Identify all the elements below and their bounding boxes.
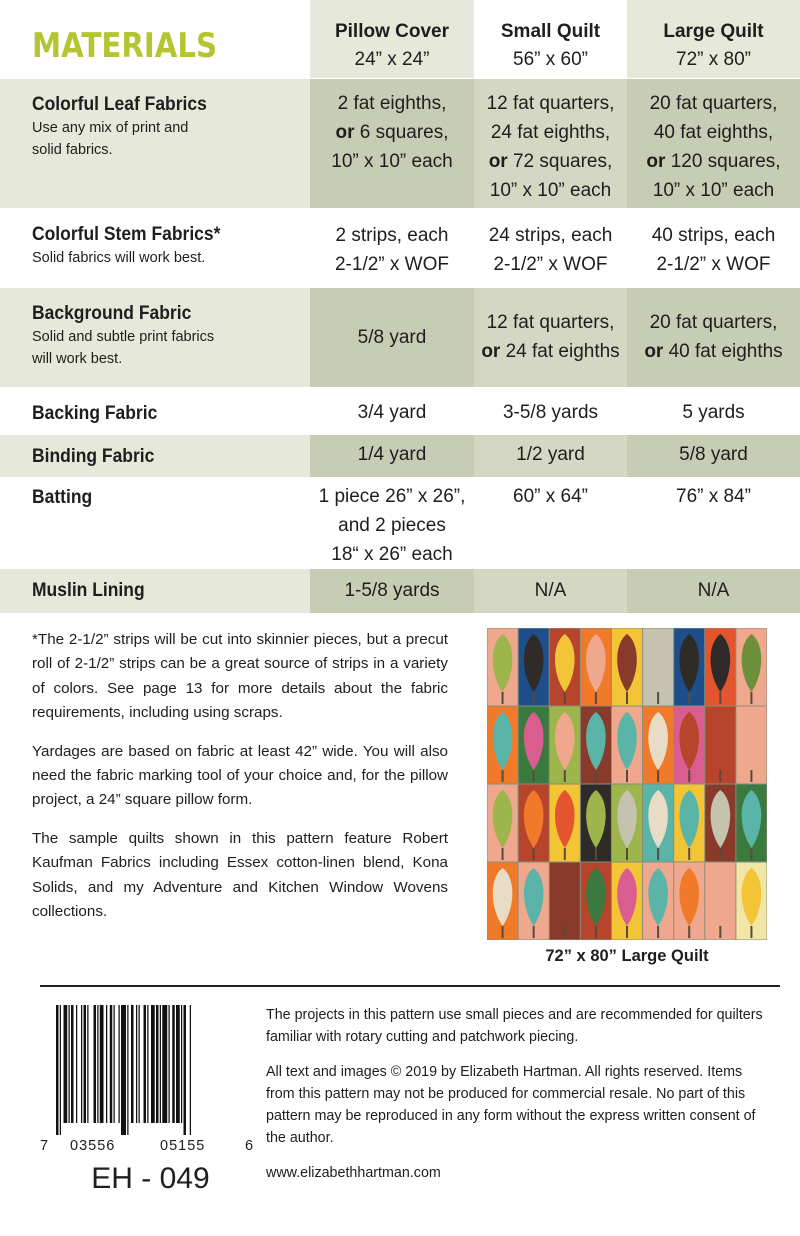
row-value: N/A xyxy=(697,580,730,601)
row-value-cell xyxy=(627,388,800,434)
row-value: 3/4 yard xyxy=(357,402,427,423)
barcode-bar xyxy=(56,1005,59,1135)
row-value: 20 fat quarters, or 40 fat eighths xyxy=(644,312,783,362)
quilt-stem xyxy=(595,926,597,938)
row-value: 5 yards xyxy=(682,402,745,423)
row-value: 60” x 64” xyxy=(513,486,588,507)
quilt-caption: 72” x 80” Large Quilt xyxy=(545,947,709,965)
barcode-bar xyxy=(181,1005,182,1123)
row-value-cell xyxy=(627,435,800,477)
row-value: 3-5/8 yards xyxy=(502,402,599,423)
quilt-stem xyxy=(502,926,504,938)
barcode-bar xyxy=(151,1005,155,1123)
barcode-bar xyxy=(121,1005,126,1135)
legal-paragraph: The projects in this pattern use small pieces and are recommended for quilters familiar with rotary cutting and patchwork piecing. xyxy=(266,1007,763,1046)
row-value: 2 strips, each 2-1/2” x WOF xyxy=(334,225,449,275)
row-value-cell xyxy=(474,79,627,208)
quilt-stem xyxy=(719,692,721,704)
barcode-bar xyxy=(184,1005,187,1135)
row-label xyxy=(32,402,307,426)
barcode-bar xyxy=(160,1005,161,1123)
barcode-bar xyxy=(136,1005,137,1123)
row-value: N/A xyxy=(534,580,567,601)
row-label xyxy=(32,223,307,269)
divider-line xyxy=(40,985,780,987)
quilt-stem xyxy=(750,692,752,704)
quilt-stem xyxy=(502,848,504,860)
note-paragraph: Yardages are based on fabric at least 42” wide. You will also need the fabric marking tool of your choice and, for the pillow project, a 24” square pillow form. xyxy=(32,742,448,809)
row-value-cell xyxy=(310,569,474,613)
row-label-name: Backing Fabric xyxy=(32,403,158,424)
quilt-stem xyxy=(626,926,628,938)
row-label-note: will work best. xyxy=(32,351,123,367)
quilt-stem xyxy=(688,926,690,938)
row-value: 12 fat quarters, or 24 fat eighths xyxy=(481,312,620,362)
pattern-code: EH - 049 xyxy=(91,1162,210,1195)
row-value: 2 fat eighths, or 6 squares, 10” x 10” each xyxy=(331,93,453,172)
column-name: Small Quilt xyxy=(500,21,601,42)
barcode-bar xyxy=(69,1005,70,1123)
barcode-bar xyxy=(106,1005,107,1123)
barcode-bar xyxy=(60,1005,61,1135)
row-label-name: Colorful Leaf Fabrics xyxy=(32,94,207,115)
barcode-bar xyxy=(84,1005,87,1123)
table-row xyxy=(0,388,800,434)
header-pillow-cover xyxy=(310,0,474,78)
barcode-image xyxy=(52,1005,249,1135)
barcode-digit: 7 xyxy=(40,1138,49,1154)
row-value-cell xyxy=(310,79,474,208)
barcode-bar xyxy=(100,1005,104,1123)
quilt-stem xyxy=(502,692,504,704)
row-value: 40 strips, each 2-1/2” x WOF xyxy=(651,225,776,275)
table-row xyxy=(0,79,800,208)
row-label-note: solid fabrics. xyxy=(32,142,113,158)
quilt-stem xyxy=(719,848,721,860)
row-value-cell xyxy=(310,435,474,477)
row-value-cell xyxy=(310,209,474,287)
quilt-stem xyxy=(595,770,597,782)
row-value-cell xyxy=(474,388,627,434)
row-value-cell xyxy=(627,209,800,287)
row-value-cell xyxy=(474,209,627,287)
quilt-stem xyxy=(657,848,659,860)
barcode-bar xyxy=(71,1005,74,1123)
quilt-stem xyxy=(688,692,690,704)
quilt-stem xyxy=(657,770,659,782)
row-label xyxy=(32,93,307,161)
row-label-name: Background Fabric xyxy=(32,303,192,324)
barcode-bar xyxy=(147,1005,148,1123)
header-large-quilt xyxy=(627,0,800,78)
row-value: 76” x 84” xyxy=(676,486,751,507)
quilt-stem xyxy=(626,692,628,704)
barcode-bar xyxy=(64,1005,68,1123)
quilt-stem xyxy=(750,848,752,860)
row-label xyxy=(32,302,307,370)
table-row xyxy=(0,435,800,477)
row-label-cell xyxy=(0,388,310,434)
row-value-cell xyxy=(474,435,627,477)
row-label-cell xyxy=(0,209,310,287)
row-value: 12 fat quarters, 24 fat eighths, or 72 squares, 10” x 10” each xyxy=(486,93,615,201)
row-value: 1/4 yard xyxy=(357,444,427,465)
materials-title: MATERIALS xyxy=(32,26,218,66)
barcode-bar xyxy=(97,1005,98,1123)
column-size: 56” x 60” xyxy=(513,49,588,70)
quilt-stem xyxy=(657,692,659,704)
row-value-cell xyxy=(474,569,627,613)
barcode-bar xyxy=(162,1005,167,1123)
barcode-bar xyxy=(114,1005,115,1123)
row-value: 1/2 yard xyxy=(516,444,585,465)
table-row xyxy=(0,569,800,613)
notes-section xyxy=(32,628,448,938)
row-label-note: Use any mix of print and xyxy=(32,120,189,136)
barcode-bar xyxy=(87,1005,88,1123)
barcode-bar xyxy=(172,1005,175,1123)
row-value-cell xyxy=(474,288,627,387)
column-name: Large Quilt xyxy=(663,21,764,42)
quilt-stem xyxy=(533,926,535,938)
row-label-cell xyxy=(0,569,310,613)
quilt-stem xyxy=(533,770,535,782)
quilt-stem xyxy=(719,926,721,938)
quilt-stem xyxy=(750,926,752,938)
row-label-cell xyxy=(0,478,310,568)
legal-paragraph: All text and images © 2019 by Elizabeth Hartman. All rights reserved. Items from this pattern may not be produced for commercial resale. No part of this pattern may be reproduced in any form without the express written consent of the author. xyxy=(266,1063,756,1147)
row-value-cell xyxy=(627,478,800,568)
row-value-cell xyxy=(474,478,627,568)
row-label-name: Batting xyxy=(32,487,93,508)
row-label-name: Binding Fabric xyxy=(32,446,155,467)
row-label-cell xyxy=(0,435,310,477)
quilt-photo xyxy=(487,628,767,940)
column-name: Pillow Cover xyxy=(334,21,450,42)
quilt-stem xyxy=(626,770,628,782)
row-value-cell xyxy=(627,569,800,613)
website-text: www.elizabethhartman.com xyxy=(266,1164,441,1181)
quilt-stem xyxy=(688,770,690,782)
barcode-bar xyxy=(176,1005,180,1123)
row-label-note: Solid and subtle print fabrics xyxy=(32,329,215,345)
note-paragraph: *The 2-1/2” strips will be cut into skinnier pieces, but a precut roll of 2-1/2” strips can be a great source of strips in a variety of colors. See page 13 for more details about the fabric requirements, including using scraps. xyxy=(32,631,448,722)
barcode-bar xyxy=(127,1005,128,1135)
barcode-bar xyxy=(169,1005,170,1123)
column-size: 24” x 24” xyxy=(354,49,430,70)
barcode-bar xyxy=(156,1005,159,1123)
row-label xyxy=(32,579,307,603)
barcode-digits-left: 03556 xyxy=(70,1138,116,1154)
barcode-bar xyxy=(190,1005,191,1135)
quilt-stem xyxy=(502,770,504,782)
row-label xyxy=(32,445,307,469)
row-value: 5/8 yard xyxy=(357,327,427,348)
barcode-bar xyxy=(110,1005,113,1123)
barcode-bar xyxy=(76,1005,77,1123)
row-value-cell xyxy=(627,288,800,387)
barcode-bar xyxy=(144,1005,147,1123)
row-label xyxy=(32,486,307,510)
barcode-bar xyxy=(94,1005,97,1123)
note-paragraph: The sample quilts shown in this pattern feature Robert Kaufman Fabrics including Essex cotton-linen blend, Kona Solids, and my Adventure and Kitchen Window Wovens collections. xyxy=(32,829,448,921)
quilt-stem xyxy=(688,848,690,860)
quilt-stem xyxy=(564,692,566,704)
row-label-cell xyxy=(0,288,310,387)
row-value: 5/8 yard xyxy=(679,444,748,465)
barcode-bar xyxy=(139,1005,140,1123)
header-small-quilt xyxy=(474,0,627,78)
row-value-cell xyxy=(310,388,474,434)
quilt-stem xyxy=(533,692,535,704)
row-value-cell xyxy=(627,79,800,208)
quilt-stem xyxy=(626,848,628,860)
row-value: 1-5/8 yards xyxy=(344,580,440,601)
row-value-cell xyxy=(310,478,474,568)
row-value-cell xyxy=(310,288,474,387)
barcode-bar xyxy=(119,1005,120,1123)
barcode-bar xyxy=(131,1005,134,1123)
quilt-stem xyxy=(595,848,597,860)
quilt-stem xyxy=(564,848,566,860)
quilt-stem xyxy=(657,926,659,938)
quilt-stem xyxy=(564,770,566,782)
table-row xyxy=(0,209,800,287)
table-row xyxy=(0,288,800,387)
row-label-cell xyxy=(0,79,310,208)
barcode-bar xyxy=(81,1005,82,1123)
row-value: 24 strips, each 2-1/2” x WOF xyxy=(488,225,613,275)
barcode-check-digit: 6 xyxy=(245,1138,254,1154)
row-value: 1 piece 26” x 26”, and 2 pieces 18“ x 26” each xyxy=(318,486,466,565)
quilt-stem xyxy=(533,848,535,860)
barcode-digits-right: 05155 xyxy=(160,1138,206,1154)
row-label-note: Solid fabrics will work best. xyxy=(32,250,206,266)
row-label-name: Colorful Stem Fabrics* xyxy=(32,224,221,245)
quilt-stem xyxy=(719,770,721,782)
column-size: 72” x 80” xyxy=(676,49,751,70)
table-header-row xyxy=(0,0,800,78)
row-value: 20 fat quarters, 40 fat eighths, or 120 squares, 10” x 10” each xyxy=(646,93,781,201)
quilt-stem xyxy=(595,692,597,704)
legal-section xyxy=(266,1004,766,1196)
row-label-name: Muslin Lining xyxy=(32,580,145,601)
quilt-stem xyxy=(750,770,752,782)
header-title-cell xyxy=(0,0,310,78)
quilt-stem xyxy=(564,926,566,938)
table-row xyxy=(0,478,800,568)
